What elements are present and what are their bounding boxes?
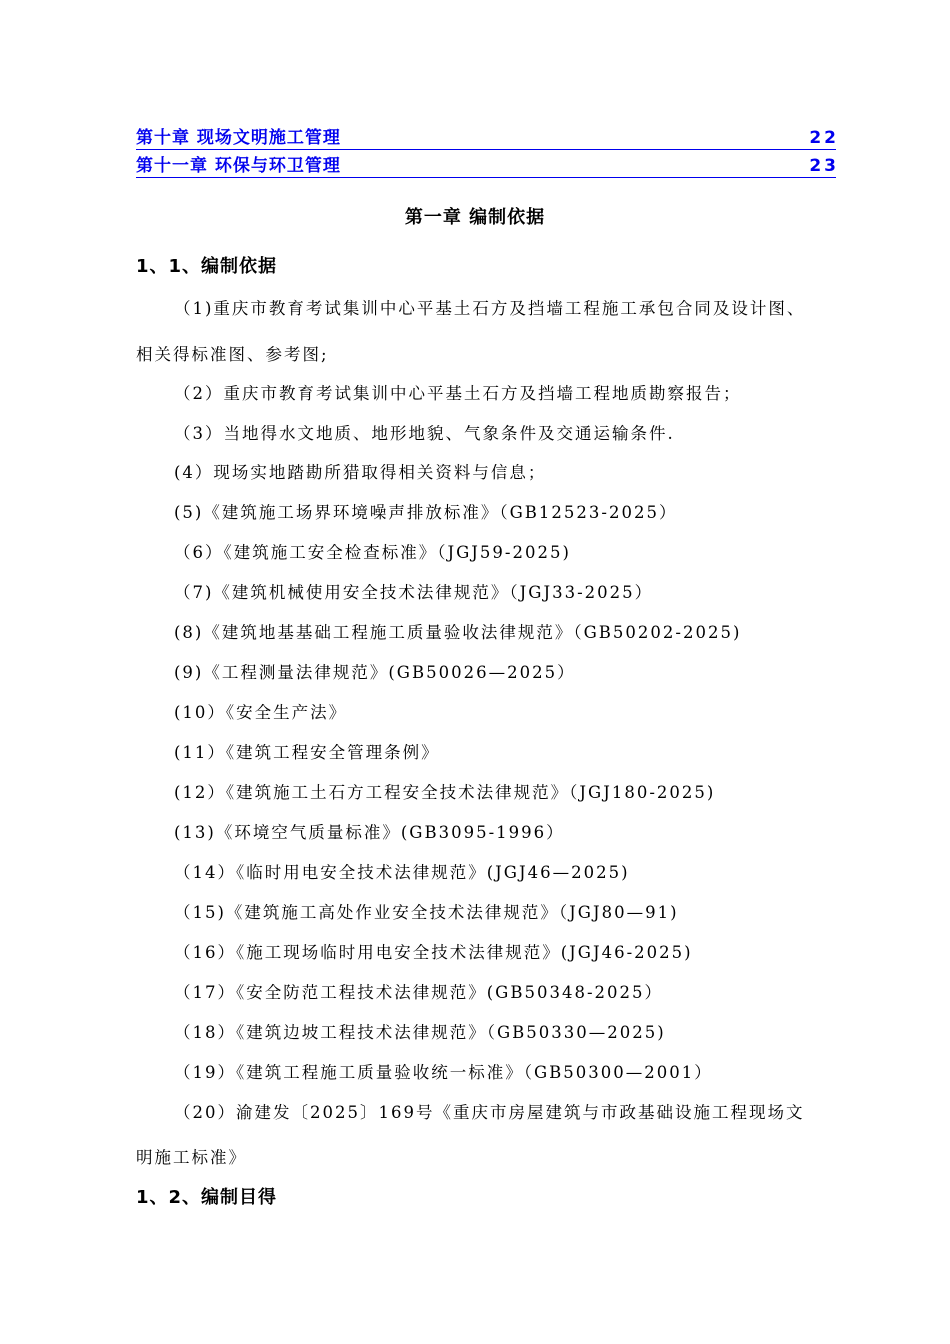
list-item: （18）《建筑边坡工程技术法律规范》（GB50330—2025)	[174, 1023, 666, 1042]
list-item: （15)《建筑施工高处作业安全技术法律规范》（JGJ80—91)	[174, 903, 679, 922]
list-item: 明施工标准》	[136, 1148, 247, 1167]
list-item: (5)《建筑施工场界环境噪声排放标准》（GB12523-2025）	[174, 503, 678, 522]
list-item: （2）重庆市教育考试集训中心平基土石方及挡墙工程地质勘察报告；	[174, 384, 742, 403]
toc-entry-page: 23	[809, 156, 839, 176]
list-item: （6）《建筑施工安全检查标准》（JGJ59-2025)	[174, 543, 571, 562]
list-item: (11）《建筑工程安全管理条例》	[174, 743, 440, 762]
list-item: (8)《建筑地基基础工程施工质量验收法律规范》（GB50202-2025)	[174, 623, 742, 642]
toc-entry-page: 22	[809, 128, 839, 148]
list-item: （17）《安全防范工程技术法律规范》(GB50348-2025）	[174, 983, 664, 1002]
list-item: （7)《建筑机械使用安全技术法律规范》（JGJ33-2025）	[174, 583, 654, 602]
list-item: (12）《建筑施工土石方工程安全技术法律规范》（JGJ180-2025)	[174, 783, 716, 802]
list-item: （20）渝建发〔2025〕169号《重庆市房屋建筑与市政基础设施工程现场文	[174, 1103, 805, 1122]
toc-entry-chapter-11[interactable]	[136, 152, 839, 178]
section-heading-basis: 1、1、编制依据	[136, 256, 278, 277]
chapter-title: 第一章 编制依据	[404, 207, 546, 228]
toc-entry-chapter-10[interactable]	[136, 124, 839, 150]
list-item: (13)《环境空气质量标准》(GB3095-1996）	[174, 823, 565, 842]
list-item: （19）《建筑工程施工质量验收统一标准》（GB50300—2001）	[174, 1063, 713, 1082]
toc-entry-title: 第十一章 环保与环卫管理	[136, 156, 341, 176]
list-item: (4）现场实地踏勘所猎取得相关资料与信息；	[174, 463, 547, 482]
toc-entry-title: 第十章 现场文明施工管理	[136, 128, 341, 148]
list-item: （14）《临时用电安全技术法律规范》(JGJ46—2025)	[174, 863, 630, 882]
list-item: (10）《安全生产法》	[174, 703, 348, 722]
list-item: 相关得标准图、参考图;	[136, 345, 329, 364]
section-heading-purpose: 1、2、编制目得	[136, 1187, 278, 1208]
list-item: （3）当地得水文地质、地形地貌、气象条件及交通运输条件.	[174, 424, 675, 443]
list-item: （16）《施工现场临时用电安全技术法律规范》(JGJ46-2025)	[174, 943, 693, 962]
list-item: （1)重庆市教育考试集训中心平基土石方及挡墙工程施工承包合同及设计图、	[174, 299, 806, 318]
list-item: (9)《工程测量法律规范》(GB50026—2025）	[174, 663, 576, 682]
